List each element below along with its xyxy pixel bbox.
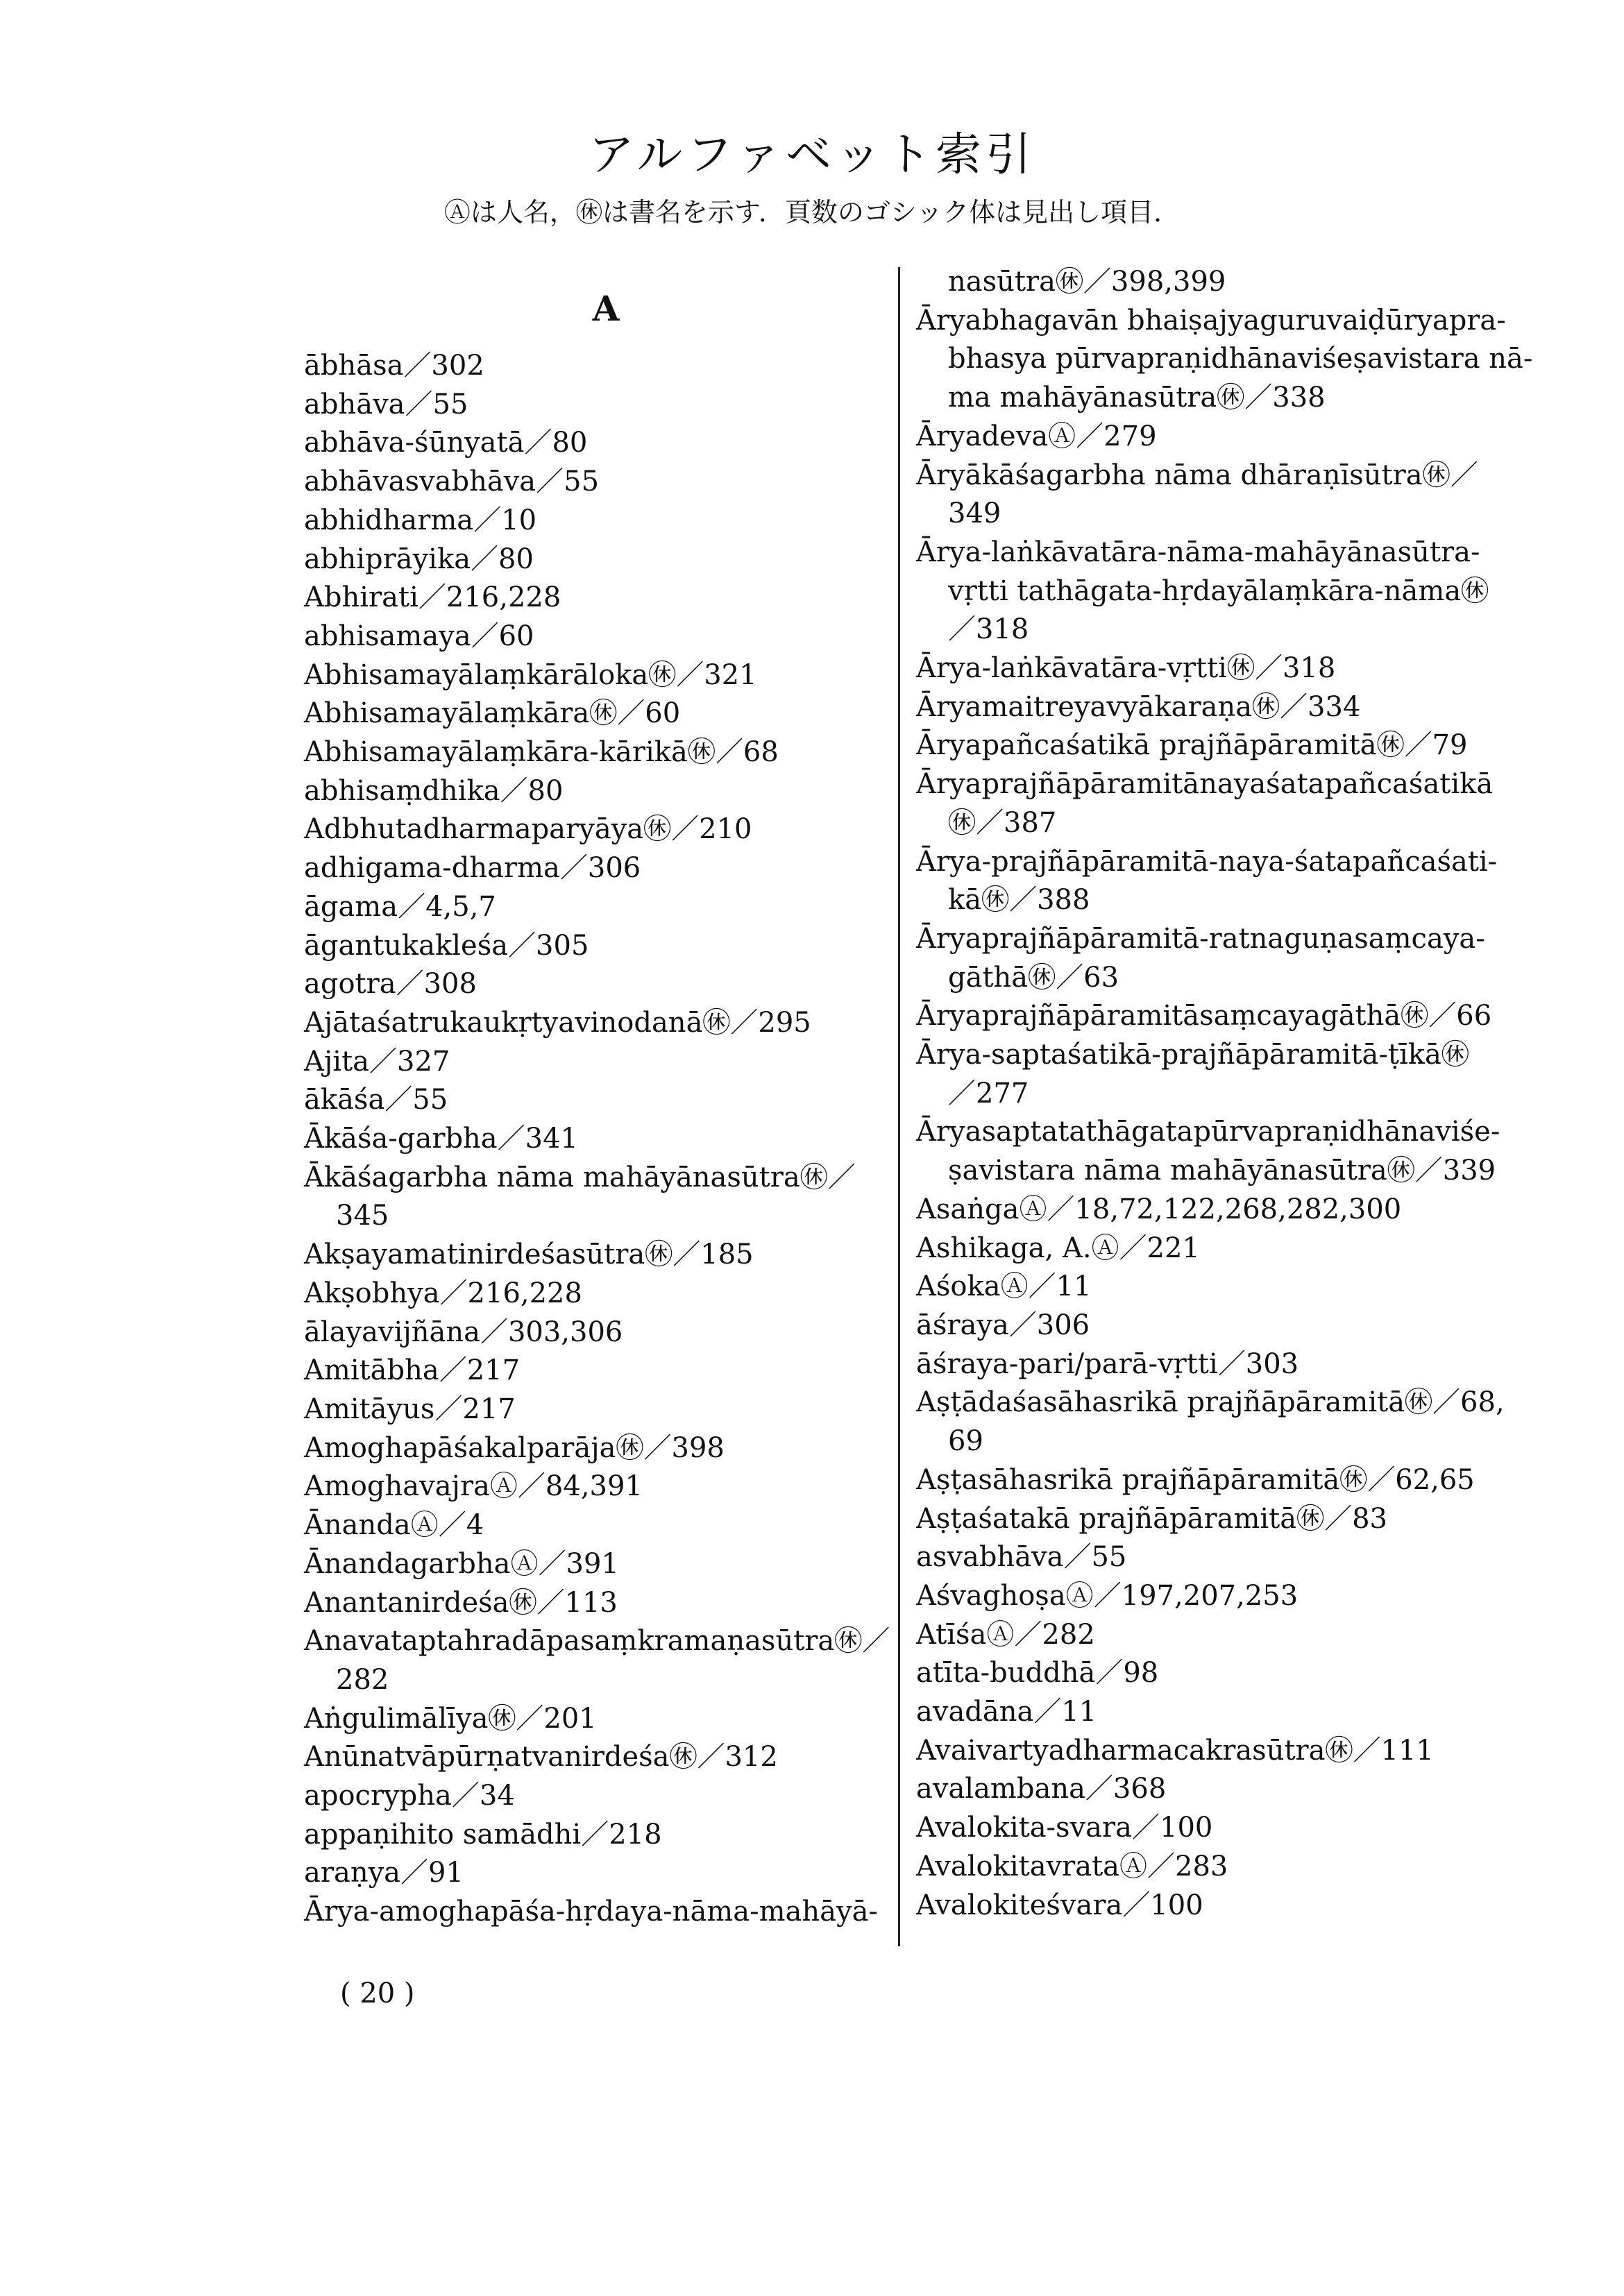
- index-entry: avadāna／11: [916, 1696, 1097, 1728]
- index-entry: Aṣṭasāhasrikā prajñāpāramitā㊡／62,65: [916, 1463, 1475, 1496]
- index-entry: Āryapañcaśatikā prajñāpāramitā㊡／79: [916, 729, 1468, 762]
- index-entry: āgantukakleśa／305: [304, 929, 589, 962]
- index-entry: appaṇihito samādhi／218: [304, 1818, 662, 1851]
- legend-note: Ⓐは人名，㊡は書名を示す．頁数のゴシック体は見出し項目．: [443, 197, 1181, 228]
- index-entry: Ajita／327: [304, 1045, 450, 1078]
- index-entry: Aṣṭādaśasāhasrikā prajñāpāramitā㊡／68,: [916, 1386, 1505, 1419]
- index-entry: AvalokitavrataⒶ／283: [916, 1850, 1228, 1882]
- index-entry-continuation: ㊡／387: [948, 806, 1057, 839]
- index-entry-continuation: ／318: [948, 613, 1029, 646]
- index-entry: Adbhutadharmaparyāya㊡／210: [304, 813, 752, 846]
- index-entry: Abhisamayālaṃkāra㊡／60: [304, 697, 681, 730]
- index-entry: Abhisamayālaṃkāra-kārikā㊡／68: [304, 736, 779, 769]
- index-entry: agotra／308: [304, 968, 477, 1001]
- index-entry: Āryākāśagarbha nāma dhāraṇīsūtra㊡／: [916, 459, 1478, 491]
- index-column-right: [916, 263, 1533, 1925]
- index-entry: AtīśaⒶ／282: [916, 1618, 1095, 1651]
- index-entry: Aṅgulimālīya㊡／201: [304, 1702, 597, 1735]
- index-entry: ĀnandaⒶ／4: [304, 1509, 484, 1542]
- index-entry: abhidharma／10: [304, 504, 537, 536]
- index-entry: Āryaprajñāpāramitā-ratnaguṇasaṃcaya-: [916, 922, 1485, 955]
- index-entry: Amitāyus／217: [304, 1393, 516, 1425]
- index-entry: ālayavijñāna／303,306: [304, 1316, 623, 1348]
- page-title: アルファベット索引: [588, 128, 1036, 182]
- index-entry: abhāvasvabhāva／55: [304, 466, 600, 498]
- index-entry: āśraya-pari/parā-vṛtti／303: [916, 1347, 1299, 1380]
- index-entry: atīta-buddhā／98: [916, 1657, 1159, 1690]
- index-entry: Ārya-amoghapāśa-hṛdaya-nāma-mahāyā-: [304, 1896, 878, 1928]
- index-entry-continuation: 345: [336, 1200, 389, 1232]
- index-entry: apocrypha／34: [304, 1780, 515, 1812]
- index-entry: abhisaṃdhika／80: [304, 774, 564, 807]
- index-entry: Anavataptahradāpasaṃkramaṇasūtra㊡／: [304, 1625, 890, 1658]
- index-entry: Abhirati／216,228: [304, 581, 561, 614]
- index-entry: abhiprāyika／80: [304, 543, 534, 575]
- index-entry: AśokaⒶ／11: [916, 1270, 1092, 1303]
- index-entry: Āryasaptatathāgatapūrvapraṇidhānaviśe-: [916, 1116, 1500, 1148]
- index-entry: AśvaghoṣaⒶ／197,207,253: [916, 1579, 1299, 1612]
- index-entry: ābhāsa／302: [304, 350, 484, 382]
- index-entry: Ākāśagarbha nāma mahāyānasūtra㊡／: [304, 1161, 856, 1193]
- index-entry: Āryaprajñāpāramitānayaśatapañcaśatikā: [916, 768, 1494, 801]
- index-entry-continuation: 282: [336, 1663, 389, 1696]
- index-entry: Āryamaitreyavyākaraṇa㊡／334: [916, 690, 1361, 723]
- index-entry: abhāva-śūnyatā／80: [304, 427, 588, 459]
- index-entry: Amitābha／217: [304, 1354, 521, 1387]
- index-entry: Aṣṭaśatakā prajñāpāramitā㊡／83: [916, 1502, 1387, 1535]
- index-entry: Anantanirdeśa㊡／113: [304, 1586, 618, 1619]
- index-entry: abhāva／55: [304, 388, 468, 420]
- index-entry-continuation: vṛtti tathāgata-hṛdayālaṃkāra-nāma㊡: [948, 575, 1489, 607]
- index-entry-continuation: nasūtra㊡／398,399: [948, 266, 1226, 298]
- index-entry: AsaṅgaⒶ／18,72,122,268,282,300: [916, 1193, 1402, 1225]
- index-entry: āśraya／306: [916, 1309, 1090, 1341]
- index-entry-continuation: gāthā㊡／63: [948, 961, 1119, 994]
- index-entry: AmoghavajraⒶ／84,391: [304, 1470, 643, 1503]
- index-entry-continuation: bhasya pūrvapraṇidhānaviśeṣavistara nā-: [948, 343, 1533, 375]
- index-entry: adhigama-dharma／306: [304, 852, 641, 885]
- index-entry-continuation: 349: [948, 498, 1001, 530]
- index-entry: Anūnatvāpūrṇatvanirdeśa㊡／312: [304, 1741, 778, 1774]
- index-entry: Amoghapāśakalparāja㊡／398: [304, 1431, 725, 1464]
- index-entry: Ārya-laṅkāvatāra-nāma-mahāyānasūtra-: [916, 536, 1480, 568]
- index-entry-continuation: 69: [948, 1425, 983, 1458]
- index-entry: Āryaprajñāpāramitāsaṃcayagāthā㊡／66: [916, 1000, 1492, 1032]
- index-entry-continuation: ṣavistara nāma mahāyānasūtra㊡／339: [948, 1155, 1496, 1187]
- index-entry: Āryabhagavān bhaiṣajyaguruvaiḍūryapra-: [916, 304, 1506, 337]
- index-entry: asvabhāva／55: [916, 1541, 1127, 1574]
- index-entry: Ākāśa-garbha／341: [304, 1123, 578, 1155]
- index-entry: ĀryadevaⒶ／279: [916, 420, 1157, 452]
- index-entry: Ārya-laṅkāvatāra-vṛtti㊡／318: [916, 652, 1336, 685]
- index-entry-continuation: ／277: [948, 1077, 1029, 1109]
- index-entry: Ashikaga, A.Ⓐ／221: [916, 1232, 1200, 1264]
- index-entry: ĀnandagarbhaⒶ／391: [304, 1547, 619, 1580]
- index-entry: Abhisamayālaṃkārāloka㊡／321: [304, 658, 757, 691]
- index-entry: āgama／4,5,7: [304, 890, 496, 923]
- index-entry-continuation: kā㊡／388: [948, 884, 1090, 917]
- index-entry: Avalokiteśvara／100: [916, 1889, 1203, 1921]
- page-number: ( 20 ): [340, 1978, 415, 2009]
- index-entry: Avaivartyadharmacakrasūtra㊡／111: [916, 1734, 1434, 1767]
- index-entry: Avalokita-svara／100: [916, 1812, 1213, 1844]
- index-entry: Ārya-prajñāpāramitā-naya-śatapañcaśati-: [916, 845, 1498, 878]
- index-entry: abhisamaya／60: [304, 620, 534, 652]
- index-entry: Akṣayamatinirdeśasūtra㊡／185: [304, 1239, 754, 1271]
- section-heading: A: [592, 288, 620, 329]
- index-entry: araṇya／91: [304, 1857, 464, 1889]
- index-entry: Akṣobhya／216,228: [304, 1277, 582, 1309]
- index-entry-continuation: ma mahāyānasūtra㊡／338: [948, 382, 1326, 414]
- index-entry: ākāśa／55: [304, 1084, 448, 1116]
- index-column-left: [304, 278, 894, 1932]
- index-entry: avalambana／368: [916, 1773, 1167, 1805]
- column-divider: [898, 267, 900, 1946]
- index-entry: Ārya-saptaśatikā-prajñāpāramitā-ṭīkā㊡: [916, 1039, 1469, 1071]
- index-entry: Ajātaśatrukaukṛtyavinodanā㊡／295: [304, 1006, 811, 1039]
